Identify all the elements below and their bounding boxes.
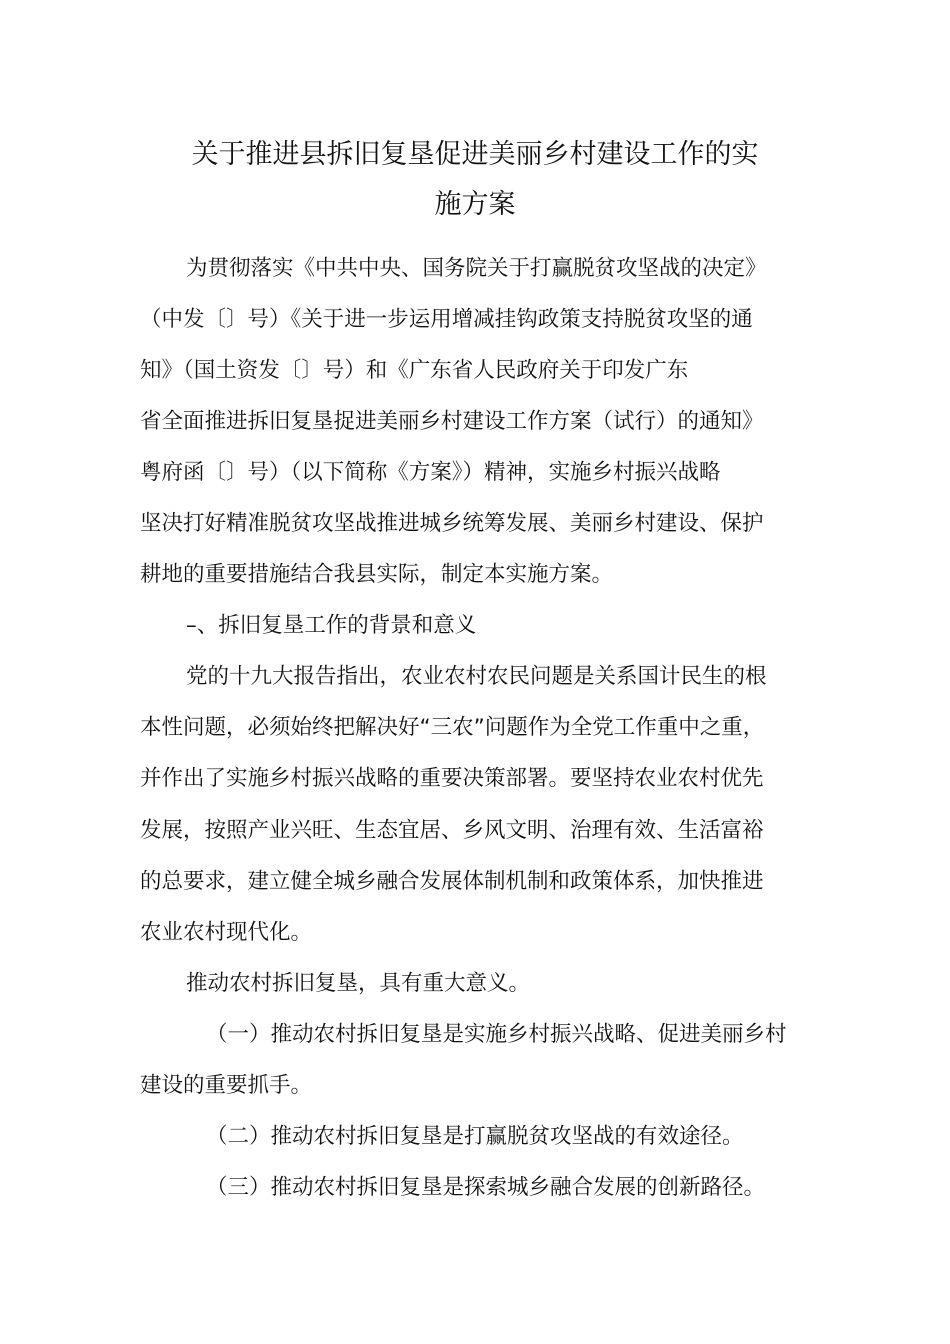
point-1-line-1: （一）推动农村拆旧复垦是实施乡村振兴战略、促进美丽乡村 bbox=[206, 1022, 787, 1047]
intro-line-7: 耕地的重要措施结合我县实际，制定本实施方案。 bbox=[140, 562, 614, 587]
intro-line-2: （中发〔〕号）《关于进一步运用增减挂钩政策支持脱贫攻坚的通 bbox=[140, 307, 753, 332]
intro-line-1: 为贯彻落实《中共中央、国务院关于打赢脱贫攻坚战的决定》 bbox=[186, 256, 767, 281]
intro-line-3: 知》（国土资发〔〕号）和《广东省人民政府关于印发广东 bbox=[140, 358, 689, 383]
section-heading-1: –、拆旧复垦工作的背景和意义 bbox=[186, 613, 477, 638]
section1-line-3: 并作出了实施乡村振兴战略的重要决策部署。要坚持农业农村优先 bbox=[140, 766, 764, 791]
intro-line-6: 坚决打好精准脱贫攻坚战推进城乡统筹发展、美丽乡村建设、保护 bbox=[140, 511, 764, 536]
section1-line-5: 的总要求，建立健全城乡融合发展体制机制和政策体系，加快推进 bbox=[140, 869, 764, 894]
section1-line-4: 发展，按照产业兴旺、生态宜居、乡风文明、治理有效、生活富裕 bbox=[140, 818, 764, 843]
intro-line-5: 粤府函〔〕号）（以下简称《方案》）精神，实施乡村振兴战略 bbox=[140, 460, 721, 485]
document-title-line-2: 施方案 bbox=[434, 189, 516, 220]
document-title-line-1: 关于推进县拆旧复垦促进美丽乡村建设工作的实 bbox=[191, 139, 759, 170]
section1-line-6: 农业农村现代化。 bbox=[140, 920, 313, 945]
section1-line-1: 党的十九大报告指出，农业农村农民问题是关系国计民生的根 bbox=[186, 664, 767, 689]
point-3: （三）推动农村拆旧复垦是探索城乡融合发展的创新路径。 bbox=[206, 1175, 766, 1200]
section1-line-2: 本性问题，必须始终把解决好“三农”问题作为全党工作重中之重， bbox=[140, 715, 765, 740]
significance-lead: 推动农村拆旧复垦，具有重大意义。 bbox=[186, 971, 531, 996]
intro-line-4: 省全面推进拆旧复垦捉进美丽乡村建设工作方案（试行）的通知》 bbox=[140, 409, 764, 434]
point-2: （二）推动农村拆旧复垦是打赢脱贫攻坚战的有效途径。 bbox=[206, 1124, 744, 1149]
point-1-line-2: 建设的重要抓手。 bbox=[140, 1073, 313, 1098]
